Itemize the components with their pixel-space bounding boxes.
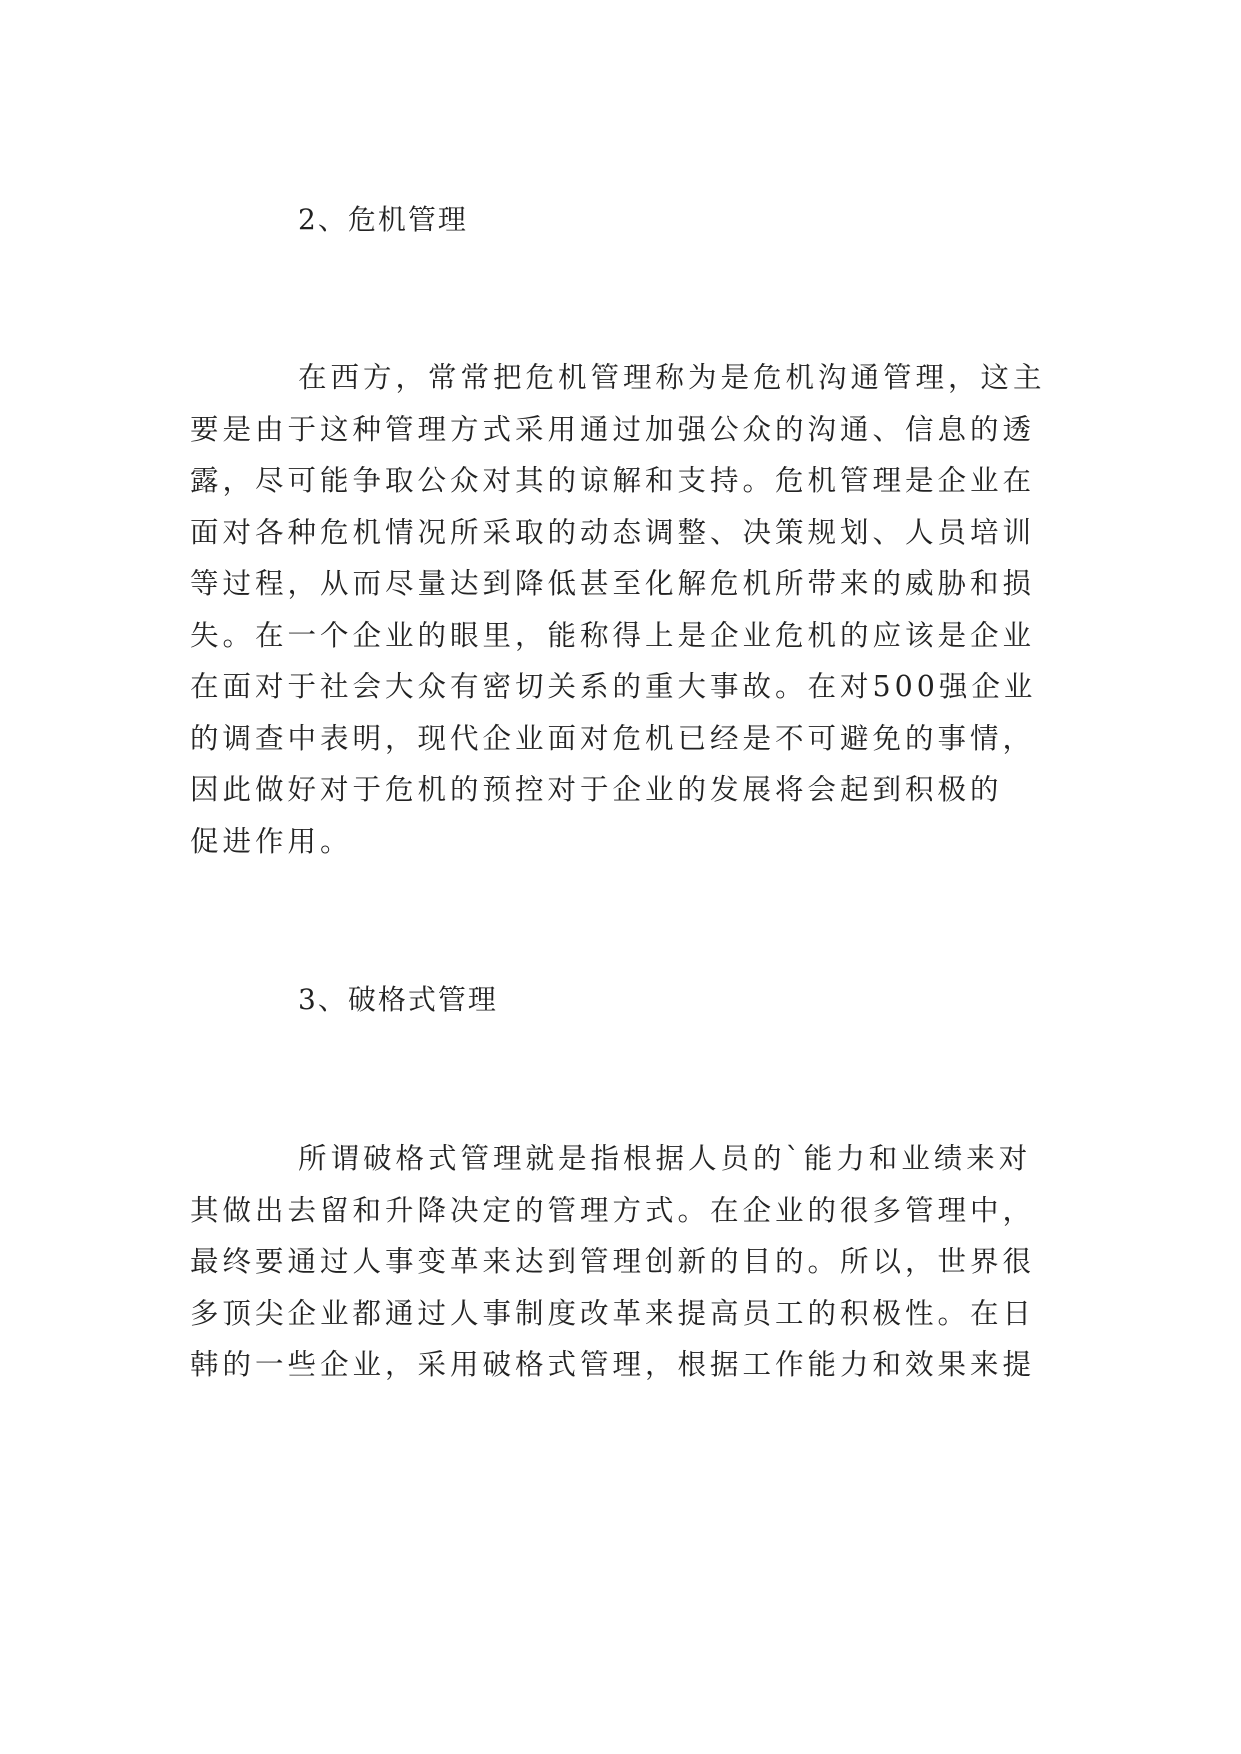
- paragraph-line: 最终要通过人事变革来达到管理创新的目的。所以，世界很: [190, 1245, 1036, 1278]
- paragraph-exceptional-management: [190, 1133, 1070, 1391]
- paragraph-line: 其做出去留和升降决定的管理方式。在企业的很多管理中，: [190, 1193, 1036, 1227]
- section-heading-exceptional-management: 3、破格式管理: [298, 983, 498, 1016]
- section-heading-crisis-management: 2、危机管理: [298, 203, 468, 236]
- paragraph-line: 失。在一个企业的眼里，能称得上是企业危机的应该是企业: [190, 618, 1036, 652]
- paragraph-line: 在面对于社会大众有密切关系的重大事故。在对500强企业: [190, 670, 1037, 703]
- paragraph-line: 因此做好对于危机的预控对于企业的发展将会起到积极的: [190, 773, 1003, 806]
- paragraph-line: 要是由于这种管理方式采用通过加强公众的沟通、信息的透: [190, 412, 1036, 446]
- paragraph-crisis-management: [190, 352, 1070, 867]
- paragraph-line: 多顶尖企业都通过人事制度改革来提高员工的积极性。在日: [190, 1296, 1036, 1330]
- paragraph-line: 等过程，从而尽量达到降低甚至化解危机所带来的威胁和损: [190, 567, 1036, 600]
- paragraph-line: 所谓破格式管理就是指根据人员的`能力和业绩来对: [298, 1142, 1032, 1175]
- paragraph-line: 在西方，常常把危机管理称为是危机沟通管理，这主: [298, 361, 1046, 394]
- paragraph-line: 的调查中表明，现代企业面对危机已经是不可避免的事情，: [190, 721, 1036, 755]
- paragraph-line: 韩的一些企业，采用破格式管理，根据工作能力和效果来提: [190, 1348, 1036, 1381]
- paragraph-line: 促进作用。: [190, 824, 353, 858]
- paragraph-line: 露，尽可能争取公众对其的谅解和支持。危机管理是企业在: [190, 464, 1036, 497]
- paragraph-line: 面对各种危机情况所采取的动态调整、决策规划、人员培训: [190, 515, 1036, 549]
